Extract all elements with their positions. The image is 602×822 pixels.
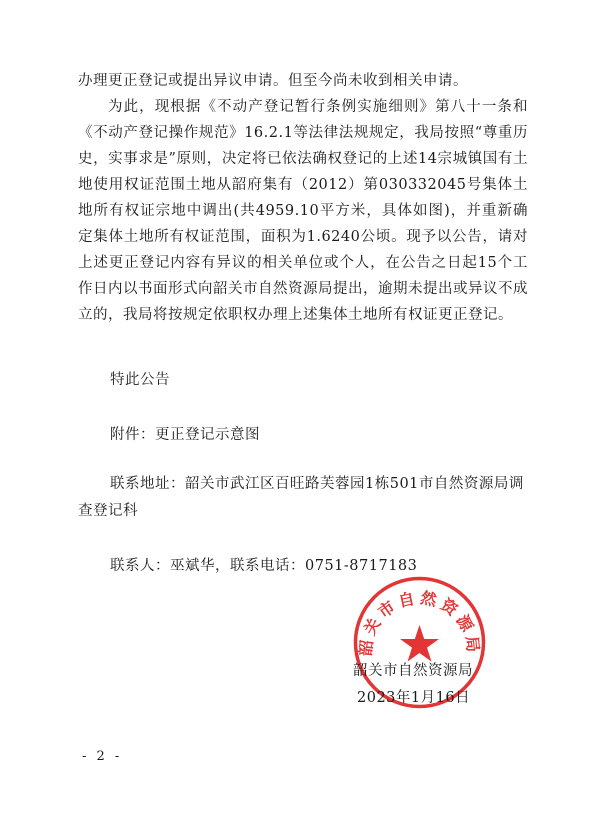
paragraph-main: 为此，现根据《不动产登记暂行条例实施细则》第八十一条和《不动产登记操作规范》16.2.1等法律法规规定，我局按照“尊重历史，实事求是”原则，决定将已依法确权登记的上述14宗城镇国有土地使用权证范围土地从韶府集有（2012）第030332045号集体土地所有权证宗地中调出(共4959.10平方米，具体如图)，并重新确定集体土地所有权证范围，面积为1.6240公顷。现予以公告，请对上述更正登记内容有异议的相关单位或个人，在公告之日起15个工作日内以书面形式向韶关市自然资源局提出，逾期未提出或异议不成立的，我局将按规定依职权办理上述集体土地所有权证更正登记。 [78,99,528,323]
attachment-line: 附件：更正登记示意图 [110,427,260,443]
contact-address: 联系地址：韶关市武江区百旺路芙蓉园1栋501市自然资源局调查登记科 [78,476,524,519]
signature-date: 2023年1月16日 [357,690,471,706]
contact-person: 联系人：巫斌华，联系电话：0751-8717183 [110,558,418,574]
signature-organization: 韶关市自然资源局 [353,663,473,679]
page-number: - 2 - [82,749,123,764]
seal-text: 韶关市自然资源局 [355,588,484,657]
special-notice: 特此公告 [110,372,170,388]
paragraph-continuation: 办理更正登记或提出异议申请。但至今尚未收到相关申请。 [78,73,468,89]
seal-star-icon [400,625,439,662]
